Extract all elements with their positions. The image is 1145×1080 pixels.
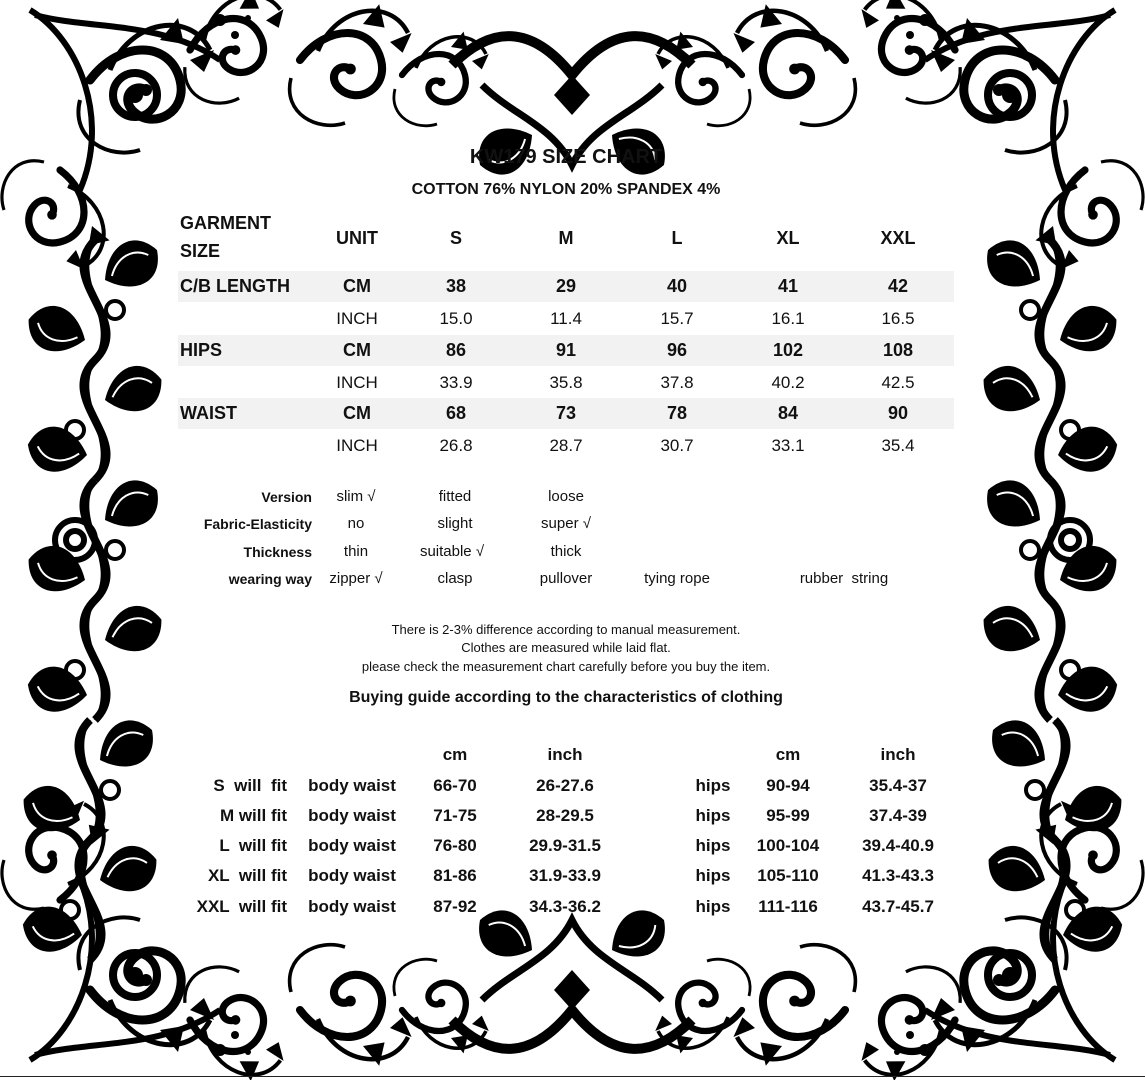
header-size-xl: XL (776, 228, 800, 248)
guide-waist-cm: 66-70 (433, 776, 477, 795)
attr-option: slim √ (336, 488, 376, 505)
guide-part: body waist (308, 866, 396, 885)
guide-hips-inch: 43.7-45.7 (862, 897, 934, 916)
guide-waist-cm: 87-92 (433, 897, 477, 916)
guide-waist-cm: 81-86 (433, 866, 477, 885)
unit-cm: CM (343, 403, 371, 423)
table-cell: 78 (666, 403, 688, 423)
table-cell: 16.1 (771, 309, 805, 328)
header-garment: GARMENT (180, 213, 271, 233)
table-cell: 40.2 (771, 373, 805, 392)
header-size-m: M (558, 228, 574, 248)
row-label-hips: HIPS (180, 340, 223, 360)
attr-option: zipper √ (329, 570, 383, 587)
attr-option: suitable √ (419, 543, 485, 560)
attr-label-fabric-elasticity: Fabric-Elasticity (203, 516, 312, 532)
table-cell: 15.7 (660, 309, 694, 328)
table-cell: 96 (666, 340, 688, 360)
guide-header-cm-hips: cm (775, 745, 801, 764)
attr-option: fitted (438, 488, 472, 505)
guide-hips-cm: 90-94 (766, 776, 810, 795)
table-cell: 35.4 (881, 436, 915, 455)
buying-guide-title: Buying guide according to the characteristics of clothing (349, 689, 783, 706)
guide-hips-inch: 39.4-40.9 (862, 836, 934, 855)
guide-hips-cm: 105-110 (757, 866, 819, 885)
guide-hips-inch: 41.3-43.3 (862, 866, 934, 885)
table-cell: 90 (887, 403, 909, 423)
table-cell: 42 (887, 276, 909, 296)
unit-inch: INCH (336, 436, 378, 455)
guide-part: body waist (308, 776, 396, 795)
row-label-cb-length: C/B LENGTH (180, 276, 290, 296)
guide-hips-cm: 95-99 (766, 806, 810, 825)
guide-hips-cm: 111-116 (758, 897, 818, 916)
chart-title: KW179 SIZE CHART (469, 146, 663, 168)
attr-option: thick (550, 543, 582, 560)
table-cell: 108 (882, 340, 914, 360)
table-cell: 37.8 (660, 373, 694, 392)
guide-waist-inch: 26-27.6 (536, 776, 594, 795)
table-cell: 33.1 (771, 436, 805, 455)
guide-size-label: M will fit (219, 806, 287, 825)
guide-header-inch-hips: inch (880, 745, 916, 764)
header-size: SIZE (180, 241, 221, 261)
attr-label-version: Version (261, 489, 312, 505)
header-size-xxl: XXL (880, 228, 916, 248)
attr-option: thin (343, 543, 369, 560)
guide-hips-inch: 35.4-37 (869, 776, 927, 795)
attr-label-wearing-way: wearing way (228, 571, 312, 587)
unit-cm: CM (343, 276, 371, 296)
guide-hips-label: hips (695, 806, 731, 825)
table-cell: 16.5 (881, 309, 915, 328)
header-size-s: S (449, 228, 463, 248)
table-cell: 41 (777, 276, 799, 296)
guide-hips-label: hips (695, 776, 731, 795)
guide-header-cm: cm (442, 745, 468, 764)
table-cell: 73 (555, 403, 577, 423)
attr-option: clasp (437, 570, 473, 587)
guide-part: body waist (308, 806, 396, 825)
guide-hips-label: hips (695, 897, 731, 916)
attr-option: pullover (539, 570, 593, 587)
guide-header-inch: inch (547, 745, 583, 764)
table-cell: 40 (666, 276, 688, 296)
guide-hips-label: hips (695, 866, 731, 885)
table-cell: 28.7 (549, 436, 583, 455)
table-cell: 26.8 (439, 436, 473, 455)
bottom-rule (0, 1076, 1145, 1077)
table-cell: 68 (445, 403, 467, 423)
unit-cm: CM (343, 340, 371, 360)
table-cell: 35.8 (549, 373, 583, 392)
row-label-waist: WAIST (180, 403, 237, 423)
table-cell: 42.5 (881, 373, 915, 392)
guide-size-label: XXL will fit (196, 897, 287, 916)
note-line: Clothes are measured while laid flat. (461, 640, 671, 655)
attr-option: slight (437, 515, 473, 532)
guide-size-label: L will fit (219, 836, 287, 855)
table-cell: 102 (772, 340, 804, 360)
table-cell: 38 (445, 276, 467, 296)
material-composition: COTTON 76% NYLON 20% SPANDEX 4% (411, 181, 721, 198)
unit-inch: INCH (336, 309, 378, 328)
table-cell: 86 (445, 340, 467, 360)
attr-option: loose (548, 488, 584, 505)
attr-option: super √ (541, 515, 591, 532)
table-cell: 30.7 (660, 436, 694, 455)
guide-part: body waist (308, 836, 396, 855)
table-cell: 91 (555, 340, 577, 360)
guide-waist-inch: 31.9-33.9 (529, 866, 601, 885)
guide-waist-cm: 76-80 (433, 836, 477, 855)
unit-inch: INCH (336, 373, 378, 392)
attr-option: rubber string (799, 570, 889, 587)
attr-option: no (347, 515, 365, 532)
guide-size-label: XL will fit (207, 866, 287, 885)
table-cell: 29 (555, 276, 577, 296)
table-cell: 11.4 (550, 309, 582, 328)
guide-hips-label: hips (695, 836, 731, 855)
note-line: please check the measurement chart carefully before you buy the item. (361, 659, 771, 674)
guide-part: body waist (308, 897, 396, 916)
guide-waist-inch: 28-29.5 (536, 806, 594, 825)
guide-hips-cm: 100-104 (756, 836, 820, 855)
note-line: There is 2-3% difference according to manual measurement. (391, 622, 741, 637)
header-size-l: L (671, 228, 683, 248)
guide-hips-inch: 37.4-39 (869, 806, 927, 825)
guide-waist-inch: 34.3-36.2 (529, 897, 601, 916)
table-cell: 33.9 (439, 373, 473, 392)
guide-waist-inch: 29.9-31.5 (529, 836, 601, 855)
attr-option: tying rope (644, 570, 710, 587)
table-cell: 84 (777, 403, 799, 423)
guide-waist-cm: 71-75 (433, 806, 477, 825)
header-unit: UNIT (336, 228, 378, 248)
attr-label-thickness: Thickness (243, 544, 312, 560)
guide-size-label: S will fit (213, 776, 287, 795)
table-cell: 15.0 (439, 309, 473, 328)
